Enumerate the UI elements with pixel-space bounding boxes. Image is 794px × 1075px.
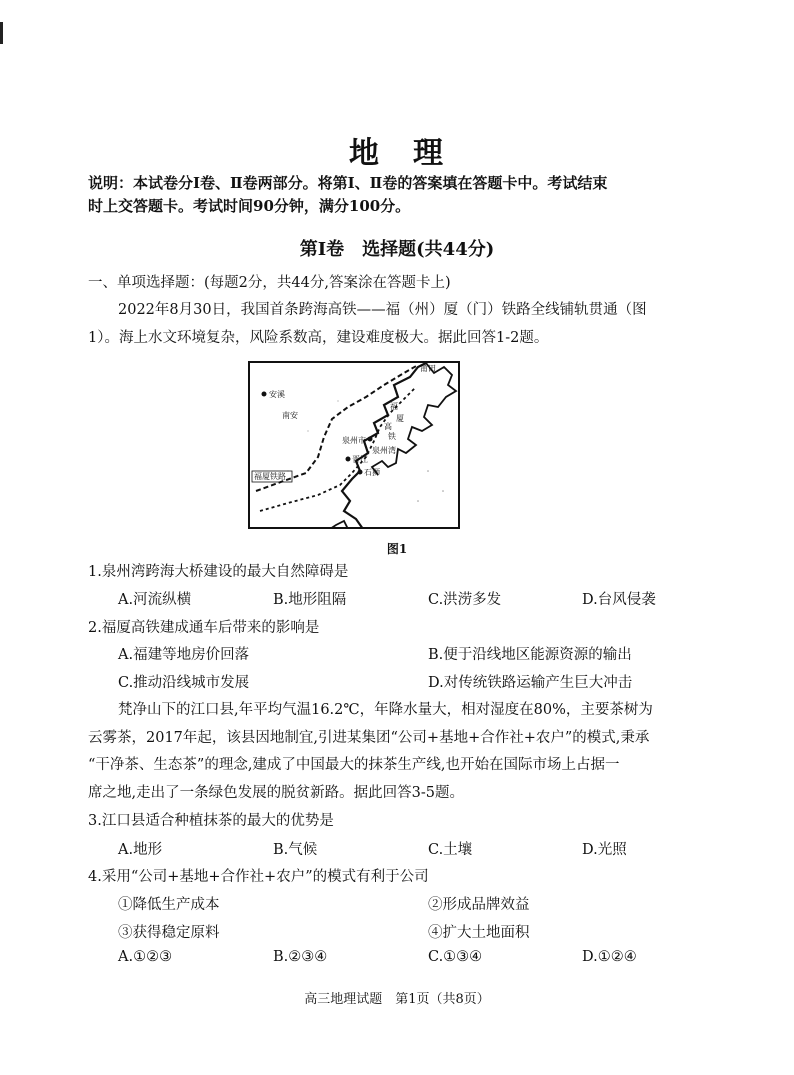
q2-option-a: A.福建等地房价回落 bbox=[118, 647, 250, 663]
q3-option-b: B.气候 bbox=[273, 842, 318, 858]
q3-option-a: A.地形 bbox=[118, 842, 163, 858]
q1-option-d: D.台风侵袭 bbox=[582, 592, 656, 608]
q4-option-b: B.②③④ bbox=[273, 949, 328, 965]
instructions-line-1: 说明：本试卷分Ⅰ卷、Ⅱ卷两部分。将第Ⅰ、Ⅱ卷的答案填在答题卡中。考试结束 bbox=[88, 174, 608, 192]
label-tie: 铁 bbox=[388, 432, 396, 441]
label-xia: 厦 bbox=[396, 414, 404, 423]
q2-option-c: C.推动沿线城市发展 bbox=[118, 675, 250, 691]
q4-item-2: ②形成品牌效益 bbox=[428, 897, 530, 913]
q4-option-d: D.①②④ bbox=[582, 949, 637, 965]
q3-option-d: D.光照 bbox=[582, 842, 627, 858]
label-gao: 高 bbox=[384, 422, 392, 431]
q1-stem: 1.泉州湾跨海大桥建设的最大自然障碍是 bbox=[88, 564, 349, 580]
passage2-line-1: 梵净山下的江口县,年平均气温16.2℃，年降水量大，相对湿度在80%，主要茶树为 bbox=[118, 702, 653, 718]
label-fuxia-railway: 福厦铁路 bbox=[254, 472, 286, 481]
section-title: 第Ⅰ卷 选择题(共44分) bbox=[299, 239, 495, 260]
q4-stem: 4.采用“公司+基地+合作社+农户”的模式有利于公司 bbox=[88, 869, 429, 885]
q1-option-b: B.地形阻隔 bbox=[273, 592, 347, 608]
label-fu: 福 bbox=[390, 402, 398, 411]
passage1-line-1: 2022年8月30日，我国首条跨海高铁——福（州）厦（门）铁路全线铺轨贯通（图 bbox=[118, 302, 647, 318]
q4-option-a: A.①②③ bbox=[118, 949, 173, 965]
label-jinjiang: 晋江 bbox=[352, 455, 368, 464]
anxi-dot bbox=[262, 392, 267, 397]
q1-option-a: A.河流纵横 bbox=[118, 592, 192, 608]
jinjiang-dot bbox=[346, 457, 351, 462]
q1-option-c: C.洪涝多发 bbox=[428, 592, 502, 608]
passage1-line-2: 1）。海上水文环境复杂，风险系数高，建设难度极大。据此回答1-2题。 bbox=[88, 330, 549, 346]
label-quanzhou-city: 泉州市 bbox=[342, 436, 366, 445]
q3-stem: 3.江口县适合种植抹茶的最大的优势是 bbox=[88, 813, 334, 829]
label-anxi: 安溪 bbox=[269, 390, 285, 399]
instructions-line-2: 时上交答题卡。考试时间90分钟，满分100分。 bbox=[88, 197, 411, 215]
q4-item-1: ①降低生产成本 bbox=[118, 897, 220, 913]
shishi-dot bbox=[358, 470, 363, 475]
q2-option-d: D.对传统铁路运输产生巨大冲击 bbox=[428, 675, 633, 691]
label-shishi: 石狮 bbox=[364, 468, 380, 477]
page-title: 地 理 bbox=[349, 136, 445, 171]
label-quanzhou-bay: 泉州湾 bbox=[372, 446, 396, 455]
railway-map bbox=[248, 361, 460, 529]
quanzhou-dot bbox=[368, 437, 373, 442]
page-footer: 高三地理试题 第1页（共8页） bbox=[304, 992, 490, 1007]
q4-item-3: ③获得稳定原料 bbox=[118, 925, 220, 941]
q4-item-4: ④扩大土地面积 bbox=[428, 925, 530, 941]
scan-edge-mark bbox=[0, 22, 3, 44]
q4-option-c: C.①③④ bbox=[428, 949, 483, 965]
label-putian: 莆田 bbox=[420, 364, 436, 373]
q2-option-b: B.便于沿线地区能源资源的输出 bbox=[428, 647, 632, 663]
part-heading: 一、单项选择题：(每题2分，共44分,答案涂在答题卡上) bbox=[88, 275, 451, 291]
figure-caption: 图1 bbox=[386, 542, 408, 556]
label-nanan: 南安 bbox=[282, 411, 298, 420]
q2-stem: 2.福厦高铁建成通车后带来的影响是 bbox=[88, 620, 320, 636]
passage2-line-3: “干净茶、生态茶”的理念,建成了中国最大的抹茶生产线,也开始在国际市场上占据一 bbox=[88, 757, 620, 773]
passage2-line-2: 云雾茶，2017年起，该县因地制宜,引进某集团“公司+基地+合作社+农户”的模式,秉承 bbox=[88, 730, 650, 746]
passage2-line-4: 席之地,走出了一条绿色发展的脱贫新路。据此回答3-5题。 bbox=[88, 785, 464, 801]
q3-option-c: C.土壤 bbox=[428, 842, 473, 858]
